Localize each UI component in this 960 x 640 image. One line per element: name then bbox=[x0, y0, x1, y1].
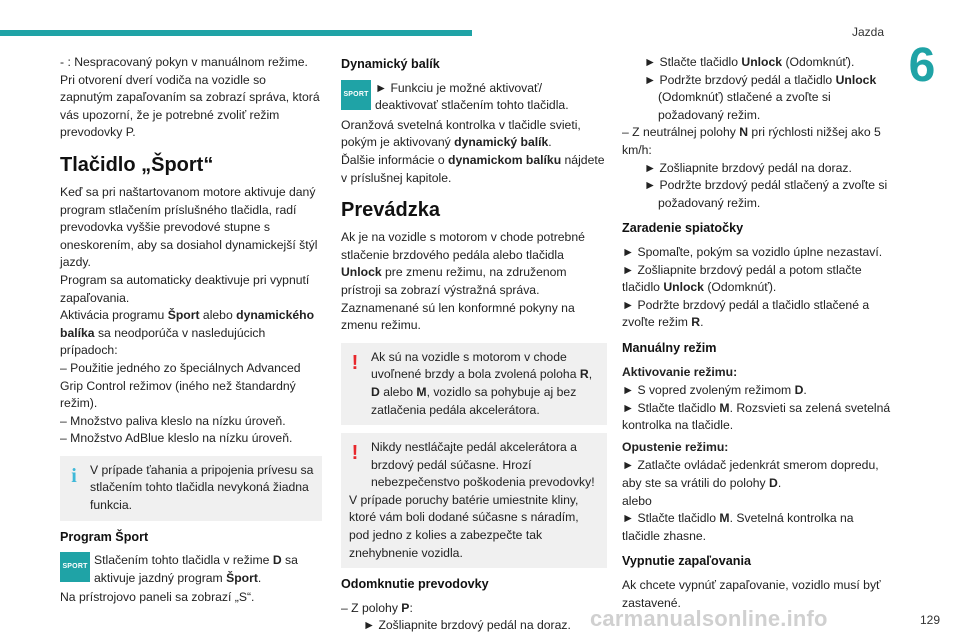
heading-sport-button: Tlačidlo „Šport“ bbox=[60, 153, 214, 176]
list-item: ► S vopred zvoleným režimom D. bbox=[622, 383, 807, 398]
warning-callout bbox=[341, 343, 607, 425]
sport-button-icon: SPORT bbox=[341, 80, 371, 110]
warning-text: Ak sú na vozidle s motorom v chode uvoľnené brzdy a bola zvolená poloha R, D alebo M, vozidlo sa pohybuje aj bez zatlačenia pedála akcelerátora. bbox=[371, 349, 593, 417]
paragraph-dynamic-toggle: ► Funkciu je možné aktivovať/ deaktivovať stlačením tohto tlačidla. bbox=[375, 80, 569, 113]
warning-icon: ! bbox=[351, 351, 359, 374]
paragraph-sport-activate: Stlačením tohto tlačidla v režime D sa aktivuje jazdný program Šport. bbox=[94, 553, 298, 585]
warning-text: V prípade poruchy batérie umiestnite kliny, ktoré vám boli dodané súčasne s náradím, pod jedno z kolies a zabezpečte tak znehybnenie vozidla. bbox=[349, 492, 579, 560]
column-1 bbox=[60, 54, 322, 607]
paragraph-dashboard-s: Na prístrojovo paneli sa zobrazí „S“. bbox=[60, 590, 255, 605]
subheading-exit: Opustenie režimu: bbox=[622, 439, 729, 454]
info-callout bbox=[60, 456, 322, 521]
list-item: – Množstvo AdBlue kleslo na nízku úroveň. bbox=[60, 431, 293, 446]
paragraph-ignition-off: Ak chcete vypnúť zapaľovanie, vozidlo musí byť zastavené. bbox=[622, 578, 881, 610]
subheading-activate: Aktivovanie režimu: bbox=[622, 364, 738, 379]
list-item: ► Stlačte tlačidlo M. Rozsvieti sa zelená svetelná kontrolka na tlačidle. bbox=[622, 400, 891, 433]
sport-program-row bbox=[60, 552, 322, 587]
paragraph-conform: Zaznamenané sú len konformné pokyny na zmenu režimu. bbox=[341, 300, 575, 333]
paragraph-not-recommended: Aktivácia programu Šport alebo dynamického balíka sa neodporúča v nasledujúcich prípadoch: bbox=[60, 308, 315, 358]
heading-unlock-gearbox: Odomknutie prevodovky bbox=[341, 577, 489, 592]
list-item: ► Stlačte tlačidlo Unlock (Odomknúť). bbox=[644, 55, 855, 69]
list-item: ► Spomaľte, pokým sa vozidlo úplne nezastaví. bbox=[622, 244, 883, 259]
list-item: – Z polohy P: bbox=[341, 600, 413, 615]
watermark: carmanualsonline.info bbox=[590, 606, 828, 631]
header-accent-bar bbox=[0, 30, 472, 36]
paragraph-orange-light: Oranžová svetelná kontrolka v tlačidle svieti, pokým je aktivovaný dynamický balík. bbox=[341, 117, 581, 150]
chapter-number: 6 bbox=[908, 39, 936, 92]
list-item: ► Podržte brzdový pedál stlačený a zvoľte si požadovaný režim. bbox=[644, 178, 888, 210]
list-item: ► Zošliapnite brzdový pedál na doraz. bbox=[363, 618, 571, 633]
heading-manual-mode: Manuálny režim bbox=[622, 340, 717, 355]
dynamic-pack-row bbox=[341, 80, 607, 115]
list-item: ► Zošliapnite brzdový pedál a potom stlačte tlačidlo Unlock (Odomknúť). bbox=[622, 262, 862, 295]
column-2 bbox=[341, 54, 607, 635]
list-item: ► Podržte brzdový pedál a tlačidlo stlačené a zvoľte režim R. bbox=[622, 297, 870, 330]
warning-icon: ! bbox=[351, 442, 359, 465]
list-item: ► Zatlačte ovládač jedenkrát smerom dopredu, aby ste sa vrátili do polohy D. bbox=[622, 458, 879, 491]
heading-sport-program: Program Šport bbox=[60, 529, 149, 544]
sport-button-icon: SPORT bbox=[60, 552, 90, 582]
paragraph-manual-mode-note: - : Nespracovaný pokyn v manuálnom režime. Pri otvorení dverí vodiča na vozidle so zapnutým zapaľovaním sa zobrazí správa, ktorá vás upozorní, že je potrebné zvoliť režim prevodovky P. bbox=[60, 55, 320, 140]
heading-ignition-off: Vypnutie zapaľovania bbox=[622, 554, 751, 569]
paragraph-more-info: Ďalšie informácie o dynamickom balíku nájdete v príslušnej kapitole. bbox=[341, 152, 605, 185]
list-item: – Použitie jedného zo špeciálnych Advanced Grip Control režimov (iného než štandardný režim). bbox=[60, 360, 301, 411]
paragraph-operation: Ak je na vozidle s motorom v chode potrebné stlačenie brzdového pedála alebo tlačidla Unlock pre zmenu režimu, na združenom prístroji sa zobrazí výstražná správa. bbox=[341, 230, 585, 297]
info-icon: i bbox=[71, 464, 77, 487]
warning-callout bbox=[341, 433, 607, 568]
warning-text: Nikdy nestláčajte pedál akcelerátora a brzdový pedál súčasne. Hrozí nebezpečenstvo poškodenia prevodovky! bbox=[371, 440, 595, 490]
paragraph-auto-deactivate: Program sa automaticky deaktivuje pri vypnutí zapaľovania. bbox=[60, 272, 310, 305]
list-item: – Z neutrálnej polohy N pri rýchlosti nižšej ako 5 km/h: bbox=[622, 125, 881, 157]
list-item: ► Stlačte tlačidlo M. Svetelná kontrolka na tlačidle zhasne. bbox=[622, 511, 854, 543]
list-item: ► Zošliapnite brzdový pedál na doraz. bbox=[644, 160, 852, 175]
list-item: ► Podržte brzdový pedál a tlačidlo Unlock (Odomknúť) stlačené a zvoľte si požadovaný režim. bbox=[644, 72, 877, 122]
list-item: – Množstvo paliva kleslo na nízku úroveň. bbox=[60, 413, 286, 428]
page-number: 129 bbox=[919, 613, 940, 627]
info-text: V prípade ťahania a pripojenia prívesu sa stlačením tohto tlačidla nevykoná žiadna funkcia. bbox=[90, 462, 314, 513]
section-title: Jazda bbox=[851, 25, 884, 39]
heading-operation: Prevádzka bbox=[341, 199, 440, 222]
paragraph-or: alebo bbox=[622, 493, 652, 508]
heading-dynamic-pack: Dynamický balík bbox=[341, 57, 440, 71]
heading-reverse: Zaradenie spiatočky bbox=[622, 221, 744, 236]
paragraph-sport-desc: Keď sa pri naštartovanom motore aktivuje daný program stlačením príslušného tlačidla, radí prevodovka vyššie prevodové stupne s oneskorením, aby sa dosiahol dynamickejší štýl jazdy. bbox=[60, 184, 318, 270]
column-3 bbox=[622, 54, 892, 612]
